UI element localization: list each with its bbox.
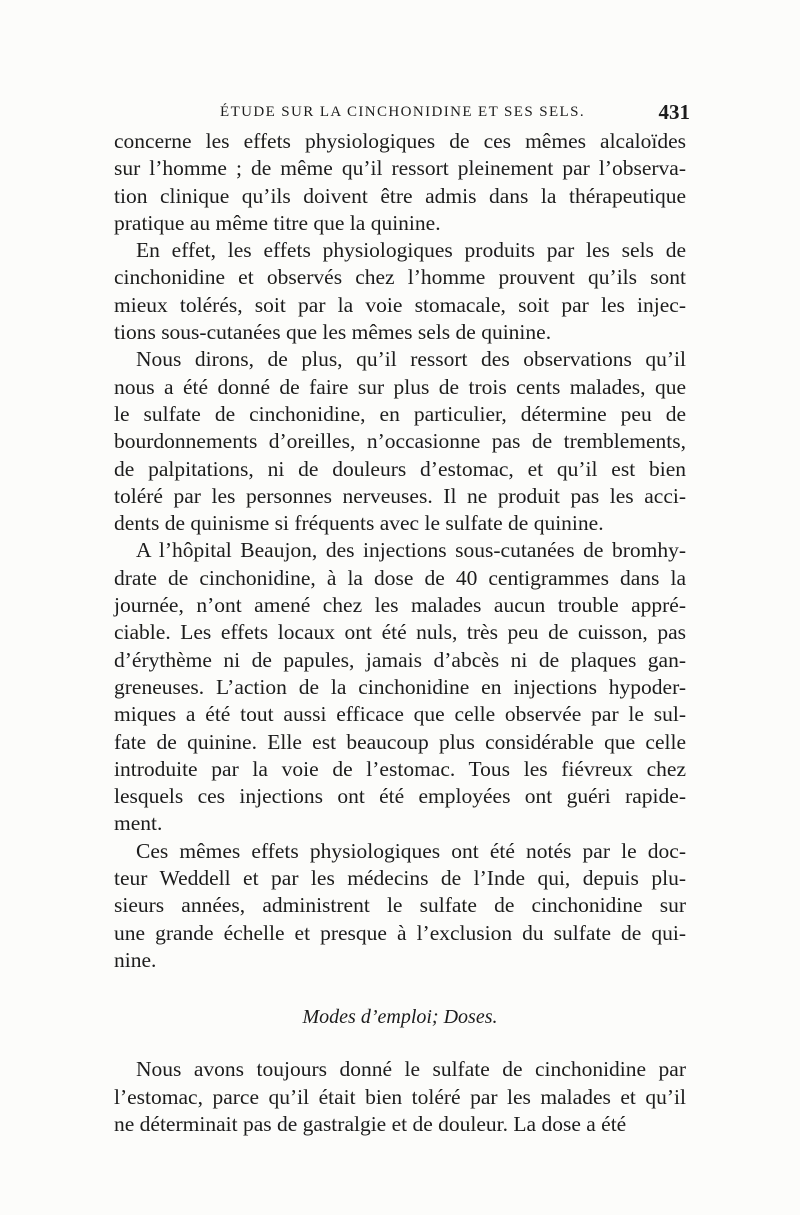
paragraph — [114, 128, 686, 237]
text-line: drate de cinchonidine, à la dose de 40 centigrammes dans la — [114, 565, 686, 590]
text-line: concerne les effets physiologiques de ces mêmes alcaloïdes — [114, 129, 686, 153]
text-line: une grande échelle et presque à l’exclusion du sulfate de qui- — [114, 920, 686, 945]
text-line: mieux tolérés, soit par la voie stomacale, soit par les injec- — [114, 292, 686, 317]
text-line: tions sous-cutanées que les mêmes sels de quinine. — [114, 320, 552, 345]
text-line: le sulfate de cinchonidine, en particulier, détermine peu de — [114, 401, 686, 426]
paragraphs — [114, 128, 686, 974]
text-line: miques a été tout aussi efficace que celle observée par le sul- — [114, 702, 686, 727]
running-head-title: ÉTUDE SUR LA CINCHONIDINE ET SES SELS. — [220, 104, 586, 120]
text-line: cinchonidine et observés chez l’homme prouvent qu’ils sont — [114, 265, 686, 290]
text-line: dents de quinisme si fréquents avec le sulfate de quinine. — [114, 511, 604, 536]
text-line: toléré par les personnes nerveuses. Il ne produit pas les acci- — [114, 483, 686, 508]
final-paragraph — [114, 1056, 686, 1138]
text-line: nous a été donné de faire sur plus de trois cents malades, que — [114, 374, 686, 399]
text-line: sieurs années, administrent le sulfate de cinchonidine sur — [114, 893, 686, 918]
text-line: sur l’homme ; de même qu’il ressort pleinement par l’observa- — [114, 156, 686, 181]
text-line: de palpitations, ni de douleurs d’estomac, et qu’il est bien — [114, 456, 686, 481]
text-line: nine. — [114, 947, 157, 972]
page-number: 431 — [658, 100, 690, 124]
text-line: journée, n’ont amené chez les malades aucun trouble appré- — [114, 593, 686, 618]
text-line: ciable. Les effets locaux ont été nuls, très peu de cuisson, pas — [114, 620, 686, 645]
text-line: introduite par la voie de l’estomac. Tous les fiévreux chez — [114, 756, 686, 781]
text-line: tion clinique qu’ils doivent être admis dans la thérapeutique — [114, 183, 686, 208]
text-line: teur Weddell et par les médecins de l’Inde qui, depuis plu- — [114, 866, 686, 891]
text-line: fate de quinine. Elle est beaucoup plus considérable que celle — [114, 729, 686, 754]
text-line: En effet, les effets physiologiques produits par les sels de — [136, 238, 686, 263]
text-line: Ces mêmes effets physiologiques ont été notés par le doc- — [136, 838, 686, 863]
text-line: bourdonnements d’oreilles, n’occasionne pas de tremblements, — [114, 429, 686, 454]
paragraph — [114, 1056, 686, 1138]
text-line: Nous dirons, de plus, qu’il ressort des observations qu’il — [136, 347, 686, 372]
text-line: d’érythème ni de papules, jamais d’abcès ni de plaques gan- — [114, 647, 686, 672]
paragraph — [114, 237, 686, 346]
text-line: A l’hôpital Beaujon, des injections sous-cutanées de bromhy- — [136, 538, 686, 563]
text-line: pratique au même titre que la quinine. — [114, 210, 441, 235]
text-line: greneuses. L’action de la cinchonidine en injections hypoder- — [114, 674, 686, 699]
text-line: ne déterminait pas de gastralgie et de douleur. La dose a été — [114, 1111, 627, 1136]
text-line: lesquels ces injections ont été employées ont guéri rapide- — [114, 784, 686, 809]
section-heading: Modes d’emploi; Doses. — [302, 1006, 498, 1029]
running-head — [110, 100, 690, 128]
text-line: l’estomac, parce qu’il était bien toléré par les malades et qu’il — [114, 1084, 686, 1109]
body-text — [114, 128, 686, 1138]
text-line: ment. — [114, 811, 163, 836]
text-line: Nous avons toujours donné le sulfate de cinchonidine par — [136, 1057, 686, 1082]
paragraph — [114, 346, 686, 537]
paragraph — [114, 838, 686, 974]
paragraph — [114, 537, 686, 837]
